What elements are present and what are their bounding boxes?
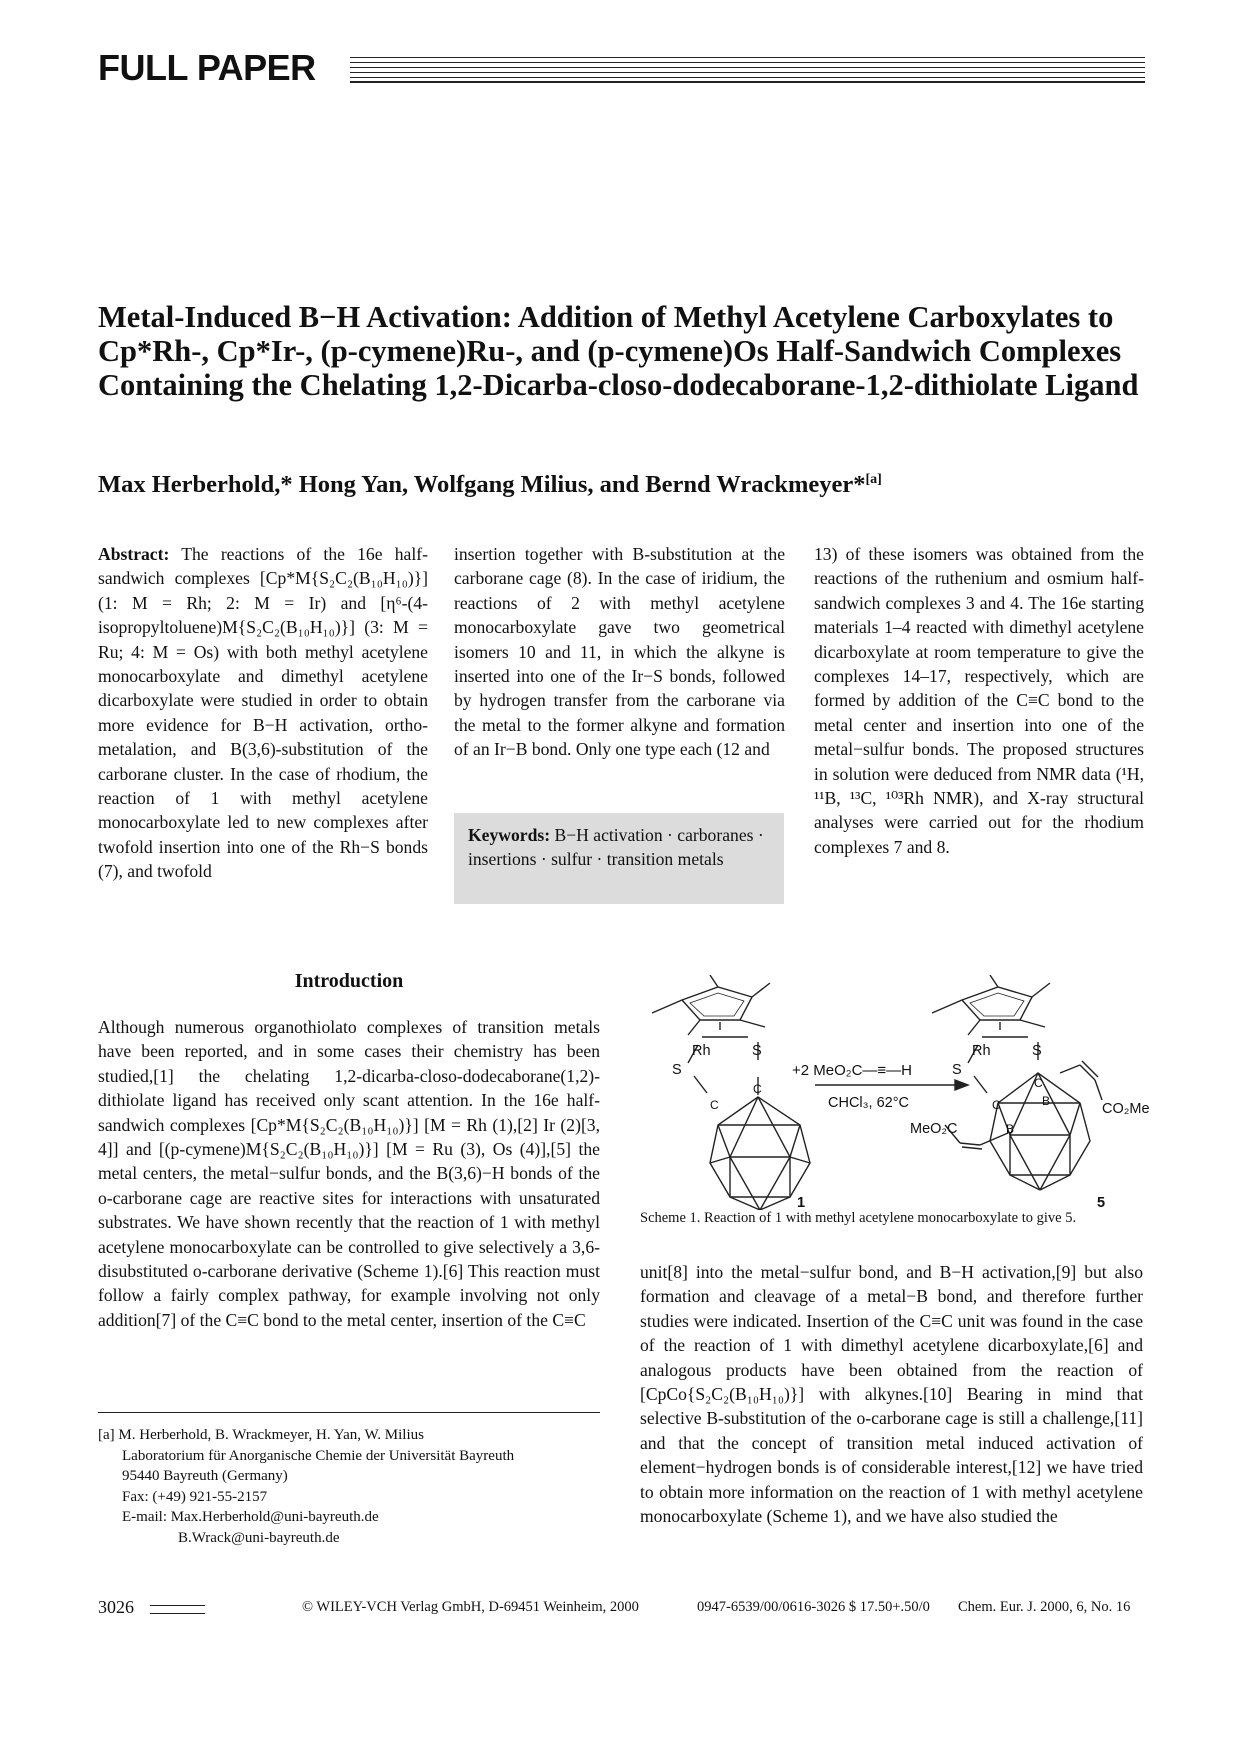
article-title: Metal-Induced B−H Activation: Addition of Methyl Acetylene Carboxylates to Cp*Rh-, Cp*Ir-, (p-cymene)Ru-, and (p-cymene)Os Half-Sandwich Complexes Containing the Chelating 1,2-Dicarba-closo-dodecaborane-1,2-dithiolate Ligand xyxy=(98,300,1139,402)
scheme-ester-right: CO₂Me xyxy=(1102,1101,1150,1117)
keywords-label: Keywords: xyxy=(468,825,551,845)
affiliation-fax: Fax: (+49) 921-55-2157 xyxy=(122,1488,268,1505)
page-number: 3026 xyxy=(98,1597,134,1617)
header-rules xyxy=(350,57,1145,83)
affiliation-institute: Laboratorium für Anorganische Chemie der Universität Bayreuth xyxy=(122,1447,515,1464)
footer-journal: Chem. Eur. J. 2000, 6, No. 16 xyxy=(958,1599,1131,1615)
scheme-b-label-bottom: B xyxy=(1006,1122,1015,1136)
abstract-text-1: The reactions of the 16e half-sandwich complexes [Cp*M{S₂C₂(B₁₀H₁₀)}] (1: M = Rh; 2: M = Ir) and [η⁶-(4-isopropyltoluene)M{S₂C₂(B₁₀H₁₀)}] (3: M = Ru; 4: M = Os) with both methyl acetylene monocarboxylate and dimethyl acetylene dicarboxylate were studied in order to obtain more evidence for B−H activation, ortho-metalation, and B(3,6)-substitution of the carborane cluster. In the case of rhodium, the reaction of 1 with methyl acetylene monocarboxylate led to new complexes after twofold insertion into one of the Rh−S bonds (7), and twofold xyxy=(98,544,428,882)
scheme-compound-5: 5 xyxy=(1097,1195,1106,1210)
abstract-text-2: insertion together with B-substitution at the carborane cage (8). In the case of iridium, the reactions of 2 with methyl acetylene monocarboxylate gave two geometrical isomers 10 and 11, in which the alkyne is inserted into one of the Ir−S bonds, followed by hydrogen transfer from the carborane via the metal to the former alkyne and formation of an Ir−B bond. Only one type each (12 and xyxy=(454,544,785,760)
affiliation-footnote xyxy=(98,1425,600,1548)
scheme-b-label-top: B xyxy=(1042,1094,1051,1108)
scheme-ester-left: MeO₂C xyxy=(910,1121,958,1137)
section-heading: Introduction xyxy=(294,970,404,992)
scheme-conditions: CHCl₃, 62°C xyxy=(828,1095,909,1111)
affiliation-mark-footnote: [a] xyxy=(98,1427,115,1443)
scheme-compound-1: 1 xyxy=(797,1195,806,1210)
scheme-c-label-left-side: C xyxy=(710,1098,719,1112)
affiliation-email-2: B.Wrack@uni-bayreuth.de xyxy=(178,1529,340,1546)
scheme-rh-label-right: Rh xyxy=(972,1043,991,1059)
author-list xyxy=(98,465,882,500)
section-label: FULL PAPER xyxy=(98,47,316,88)
footer-rule xyxy=(150,1605,205,1614)
abstract-column-3 xyxy=(814,542,1144,859)
introduction-text-2: unit[8] into the metal−sulfur bond, and B−H activation,[9] but also formation and cleavage of a metal−B bond, and therefore further studies were indicated. Insertion of the C≡C unit was found in the case of the reaction of 1 with dimethyl acetylene dicarboxylate,[6] and analogous products have been obtained from the reaction of [CpCo{S₂C₂(B₁₀H₁₀)}] with alkynes.[10] Bearing in mind that selective B-substitution of the o-carborane cage is still a challenge,[11] and that the concept of transition metal induced activation of element−hydrogen bonds is of considerable interest,[12] we have tried to obtain more information on the reaction of 1 with methyl acetylene monocarboxylate (Scheme 1), and we have also studied the xyxy=(640,1262,1143,1527)
scheme-c-label-left-top: C xyxy=(753,1082,762,1096)
abstract-text-3: 13) of these isomers was obtained from the reactions of the ruthenium and osmium half-sandwich complexes 3 and 4. The 16e starting materials 1–4 reacted with dimethyl acetylene dicarboxylate at room temperature to give the complexes 14–17, respectively, which are formed by addition of the C≡C bond to the metal center and insertion into one of the metal−sulfur bonds. The proposed structures in solution were deduced from NMR data (¹H, ¹¹B, ¹³C, ¹⁰³Rh NMR), and X-ray structural analyses were carried out for the rhodium complexes 7 and 8. xyxy=(814,544,1144,857)
scheme-1-figure xyxy=(640,975,1150,1210)
abstract-label: Abstract: xyxy=(98,544,170,564)
affiliation-mark: [a] xyxy=(865,472,882,487)
introduction-text-1: Although numerous organothiolato complexes of transition metals have been reported, and in some cases their chemistry has been studied,[1] the chelating 1,2-dicarba-closo-dodecaborane(1,2)-dithiolate ligand has received only scant attention. In the 16e half-sandwich complexes [Cp*M{S₂C₂(B₁₀H₁₀)}] [M = Rh (1),[2] Ir (2)[3, 4]] and [(p-cymene)M{S₂C₂(B₁₀H₁₀)}] [M = Ru (3), Os (4)],[5] the metal centers, the metal−sulfur bonds, and the B(3,6)−H bonds of the o-carborane cage are reactive sites for interactions with unsaturated substrates. We have shown recently that the reaction of 1 with methyl acetylene monocarboxylate can be controlled to give selectively a 3,6-disubstituted o-carborane derivative (Scheme 1).[6] This reaction must follow a fairly complex pathway, for example involving not only addition[7] of the C≡C bond to the metal center, insertion of the C≡C xyxy=(98,1017,600,1330)
affiliation-address: 95440 Bayreuth (Germany) xyxy=(122,1468,288,1484)
abstract-column-2 xyxy=(454,542,785,762)
scheme-rh-label-left: Rh xyxy=(692,1043,711,1059)
scheme-s-label-right-side: S xyxy=(952,1062,962,1078)
scheme-c-label-right-side: C xyxy=(992,1098,1001,1112)
abstract-column-1 xyxy=(98,542,428,884)
scheme-caption: Scheme 1. Reaction of 1 with methyl acetylene monocarboxylate to give 5. xyxy=(640,1210,1077,1226)
scheme-reagent: +2 MeO₂C—≡—H xyxy=(792,1062,913,1079)
author-names: Max Herberhold,* Hong Yan, Wolfgang Milius, and Bernd Wrackmeyer* xyxy=(98,471,866,499)
footer-publisher: © WILEY-VCH Verlag GmbH, D-69451 Weinheim, 2000 xyxy=(302,1599,639,1615)
footer-issn: 0947-6539/00/0616-3026 $ 17.50+.50/0 xyxy=(697,1599,930,1615)
keywords-text: B−H activation · carboranes · insertions · sulfur · transition metals xyxy=(468,825,764,870)
footnote-rule xyxy=(98,1412,600,1413)
scheme-s-label-left-side: S xyxy=(672,1062,682,1078)
keywords-box xyxy=(454,813,784,904)
scheme-s-label-left-top: S xyxy=(752,1043,762,1059)
affiliation-email: E-mail: Max.Herberhold@uni-bayreuth.de xyxy=(122,1509,379,1525)
scheme-c-label-right-top: C xyxy=(1034,1076,1043,1090)
affiliation-names: M. Herberhold, B. Wrackmeyer, H. Yan, W. Milius xyxy=(118,1427,424,1443)
scheme-s-label-right-top: S xyxy=(1032,1043,1042,1059)
